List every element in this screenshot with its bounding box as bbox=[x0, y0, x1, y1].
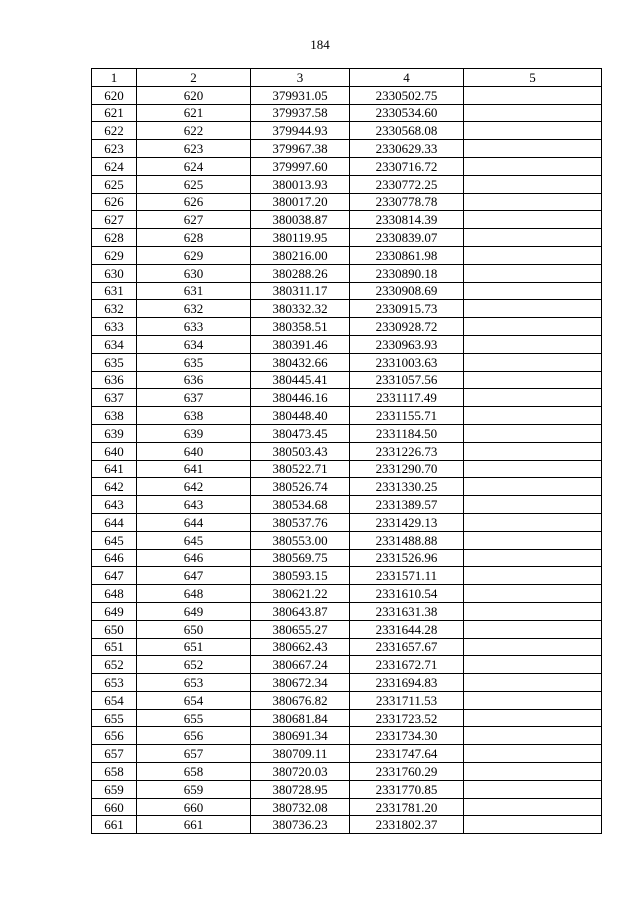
table-cell-col-2: 635 bbox=[137, 353, 251, 371]
table-cell-col-3: 380446.16 bbox=[251, 389, 350, 407]
table-cell-col-5 bbox=[464, 282, 602, 300]
table-cell-col-3: 380593.15 bbox=[251, 567, 350, 585]
table-cell-col-1: 636 bbox=[92, 371, 137, 389]
column-header-2: 2 bbox=[137, 69, 251, 87]
table-cell-col-5 bbox=[464, 496, 602, 514]
table-cell-col-1: 656 bbox=[92, 727, 137, 745]
table-cell-col-4: 2331003.63 bbox=[350, 353, 464, 371]
table-cell-col-5 bbox=[464, 424, 602, 442]
table-cell-col-3: 380553.00 bbox=[251, 531, 350, 549]
table-cell-col-2: 648 bbox=[137, 585, 251, 603]
table-cell-col-1: 623 bbox=[92, 140, 137, 158]
table-cell-col-3: 380662.43 bbox=[251, 638, 350, 656]
table-cell-col-5 bbox=[464, 691, 602, 709]
table-cell-col-4: 2331802.37 bbox=[350, 816, 464, 834]
table-cell-col-1: 643 bbox=[92, 496, 137, 514]
table-cell-col-4: 2331610.54 bbox=[350, 585, 464, 603]
table-row bbox=[92, 656, 602, 674]
table-cell-col-3: 380332.32 bbox=[251, 300, 350, 318]
table-cell-col-1: 657 bbox=[92, 745, 137, 763]
table-cell-col-2: 632 bbox=[137, 300, 251, 318]
table-cell-col-3: 380736.23 bbox=[251, 816, 350, 834]
table-cell-col-5 bbox=[464, 300, 602, 318]
table-cell-col-1: 640 bbox=[92, 442, 137, 460]
table-cell-col-5 bbox=[464, 389, 602, 407]
table-cell-col-2: 637 bbox=[137, 389, 251, 407]
table-cell-col-2: 624 bbox=[137, 157, 251, 175]
table-cell-col-1: 646 bbox=[92, 549, 137, 567]
table-cell-col-3: 380013.93 bbox=[251, 175, 350, 193]
table-row bbox=[92, 691, 602, 709]
table-cell-col-1: 625 bbox=[92, 175, 137, 193]
table-cell-col-4: 2331672.71 bbox=[350, 656, 464, 674]
table-cell-col-3: 379967.38 bbox=[251, 140, 350, 158]
table-row bbox=[92, 300, 602, 318]
table-cell-col-3: 380391.46 bbox=[251, 335, 350, 353]
table-cell-col-1: 649 bbox=[92, 602, 137, 620]
table-row bbox=[92, 567, 602, 585]
table-cell-col-2: 625 bbox=[137, 175, 251, 193]
table-cell-col-5 bbox=[464, 104, 602, 122]
table-cell-col-1: 660 bbox=[92, 798, 137, 816]
column-header-3: 3 bbox=[251, 69, 350, 87]
table-cell-col-5 bbox=[464, 442, 602, 460]
table-row bbox=[92, 780, 602, 798]
table-cell-col-1: 633 bbox=[92, 318, 137, 336]
table-cell-col-5 bbox=[464, 353, 602, 371]
table-cell-col-2: 638 bbox=[137, 407, 251, 425]
table-cell-col-2: 654 bbox=[137, 691, 251, 709]
table-cell-col-4: 2331330.25 bbox=[350, 478, 464, 496]
table-cell-col-1: 637 bbox=[92, 389, 137, 407]
table-cell-col-1: 631 bbox=[92, 282, 137, 300]
table-cell-col-2: 634 bbox=[137, 335, 251, 353]
table-cell-col-2: 629 bbox=[137, 246, 251, 264]
table-cell-col-2: 622 bbox=[137, 122, 251, 140]
table-cell-col-2: 644 bbox=[137, 513, 251, 531]
table-cell-col-2: 656 bbox=[137, 727, 251, 745]
table-row bbox=[92, 371, 602, 389]
table-cell-col-4: 2331770.85 bbox=[350, 780, 464, 798]
table-cell-col-3: 380676.82 bbox=[251, 691, 350, 709]
table-cell-col-1: 632 bbox=[92, 300, 137, 318]
table-cell-col-1: 645 bbox=[92, 531, 137, 549]
table-cell-col-1: 627 bbox=[92, 211, 137, 229]
table-cell-col-3: 380448.40 bbox=[251, 407, 350, 425]
table-cell-col-4: 2330861.98 bbox=[350, 246, 464, 264]
table-cell-col-2: 639 bbox=[137, 424, 251, 442]
header-row bbox=[92, 69, 602, 87]
table-row bbox=[92, 513, 602, 531]
table-row bbox=[92, 193, 602, 211]
table-cell-col-4: 2331389.57 bbox=[350, 496, 464, 514]
table-cell-col-1: 654 bbox=[92, 691, 137, 709]
table-cell-col-1: 644 bbox=[92, 513, 137, 531]
table-cell-col-4: 2330629.33 bbox=[350, 140, 464, 158]
table-cell-col-4: 2330772.25 bbox=[350, 175, 464, 193]
table-cell-col-2: 645 bbox=[137, 531, 251, 549]
table-cell-col-1: 639 bbox=[92, 424, 137, 442]
table-cell-col-4: 2330568.08 bbox=[350, 122, 464, 140]
table-cell-col-5 bbox=[464, 140, 602, 158]
table-row bbox=[92, 246, 602, 264]
table-cell-col-4: 2331631.38 bbox=[350, 602, 464, 620]
table-cell-col-5 bbox=[464, 478, 602, 496]
table-row bbox=[92, 353, 602, 371]
table-row bbox=[92, 478, 602, 496]
table-cell-col-3: 379931.05 bbox=[251, 86, 350, 104]
table-cell-col-4: 2330839.07 bbox=[350, 229, 464, 247]
table-cell-col-4: 2330716.72 bbox=[350, 157, 464, 175]
table-cell-col-4: 2331117.49 bbox=[350, 389, 464, 407]
table-cell-col-1: 642 bbox=[92, 478, 137, 496]
table-cell-col-2: 627 bbox=[137, 211, 251, 229]
table-cell-col-4: 2331781.20 bbox=[350, 798, 464, 816]
table-row bbox=[92, 335, 602, 353]
table-cell-col-4: 2331429.13 bbox=[350, 513, 464, 531]
table-cell-col-4: 2331290.70 bbox=[350, 460, 464, 478]
table-cell-col-4: 2330814.39 bbox=[350, 211, 464, 229]
table-cell-col-3: 380038.87 bbox=[251, 211, 350, 229]
table-row bbox=[92, 86, 602, 104]
table-row bbox=[92, 549, 602, 567]
table-cell-col-2: 653 bbox=[137, 674, 251, 692]
table-cell-col-4: 2331226.73 bbox=[350, 442, 464, 460]
table-row bbox=[92, 175, 602, 193]
table-row bbox=[92, 211, 602, 229]
table-cell-col-5 bbox=[464, 816, 602, 834]
table-cell-col-1: 635 bbox=[92, 353, 137, 371]
table-cell-col-3: 380643.87 bbox=[251, 602, 350, 620]
table-cell-col-4: 2331644.28 bbox=[350, 620, 464, 638]
table-cell-col-2: 643 bbox=[137, 496, 251, 514]
table-cell-col-2: 623 bbox=[137, 140, 251, 158]
table-cell-col-5 bbox=[464, 585, 602, 603]
table-cell-col-3: 379937.58 bbox=[251, 104, 350, 122]
table-cell-col-4: 2330963.93 bbox=[350, 335, 464, 353]
table-cell-col-4: 2330915.73 bbox=[350, 300, 464, 318]
table-cell-col-1: 650 bbox=[92, 620, 137, 638]
table-cell-col-3: 380311.17 bbox=[251, 282, 350, 300]
table-row bbox=[92, 763, 602, 781]
table-cell-col-2: 621 bbox=[137, 104, 251, 122]
table-cell-col-2: 649 bbox=[137, 602, 251, 620]
table-cell-col-4: 2331057.56 bbox=[350, 371, 464, 389]
table-cell-col-3: 380672.34 bbox=[251, 674, 350, 692]
table-cell-col-3: 380358.51 bbox=[251, 318, 350, 336]
table-row bbox=[92, 709, 602, 727]
table-cell-col-5 bbox=[464, 709, 602, 727]
table-cell-col-1: 641 bbox=[92, 460, 137, 478]
table-cell-col-4: 2330502.75 bbox=[350, 86, 464, 104]
coordinates-table bbox=[91, 68, 602, 834]
table-cell-col-1: 628 bbox=[92, 229, 137, 247]
table-cell-col-5 bbox=[464, 335, 602, 353]
table-cell-col-1: 620 bbox=[92, 86, 137, 104]
table-cell-col-5 bbox=[464, 798, 602, 816]
table-cell-col-4: 2330890.18 bbox=[350, 264, 464, 282]
table-cell-col-5 bbox=[464, 318, 602, 336]
table-cell-col-1: 647 bbox=[92, 567, 137, 585]
table-cell-col-1: 661 bbox=[92, 816, 137, 834]
table-row bbox=[92, 745, 602, 763]
table-cell-col-1: 624 bbox=[92, 157, 137, 175]
table-cell-col-5 bbox=[464, 656, 602, 674]
table-cell-col-1: 653 bbox=[92, 674, 137, 692]
table-row bbox=[92, 798, 602, 816]
table-cell-col-4: 2331723.52 bbox=[350, 709, 464, 727]
table-cell-col-4: 2331747.64 bbox=[350, 745, 464, 763]
table-cell-col-4: 2331760.29 bbox=[350, 763, 464, 781]
table-cell-col-4: 2331734.30 bbox=[350, 727, 464, 745]
table-cell-col-2: 640 bbox=[137, 442, 251, 460]
table-cell-col-1: 622 bbox=[92, 122, 137, 140]
table-cell-col-5 bbox=[464, 531, 602, 549]
table-cell-col-5 bbox=[464, 407, 602, 425]
table-cell-col-3: 380432.66 bbox=[251, 353, 350, 371]
table-cell-col-4: 2331571.11 bbox=[350, 567, 464, 585]
table-cell-col-3: 380526.74 bbox=[251, 478, 350, 496]
table-cell-col-2: 650 bbox=[137, 620, 251, 638]
table-row bbox=[92, 318, 602, 336]
table-cell-col-5 bbox=[464, 620, 602, 638]
table-row bbox=[92, 104, 602, 122]
table-cell-col-5 bbox=[464, 727, 602, 745]
table-body bbox=[92, 86, 602, 833]
table-cell-col-3: 380667.24 bbox=[251, 656, 350, 674]
table-row bbox=[92, 157, 602, 175]
table-row bbox=[92, 389, 602, 407]
table-cell-col-1: 629 bbox=[92, 246, 137, 264]
table-cell-col-5 bbox=[464, 460, 602, 478]
table-cell-col-3: 379997.60 bbox=[251, 157, 350, 175]
table-cell-col-5 bbox=[464, 567, 602, 585]
table-cell-col-1: 648 bbox=[92, 585, 137, 603]
table-cell-col-3: 380709.11 bbox=[251, 745, 350, 763]
table-cell-col-5 bbox=[464, 549, 602, 567]
table-cell-col-1: 655 bbox=[92, 709, 137, 727]
table-cell-col-2: 641 bbox=[137, 460, 251, 478]
table-cell-col-3: 380569.75 bbox=[251, 549, 350, 567]
table-cell-col-1: 651 bbox=[92, 638, 137, 656]
table-cell-col-4: 2331657.67 bbox=[350, 638, 464, 656]
table-cell-col-2: 626 bbox=[137, 193, 251, 211]
table-cell-col-2: 652 bbox=[137, 656, 251, 674]
table-cell-col-2: 631 bbox=[137, 282, 251, 300]
table-cell-col-3: 380288.26 bbox=[251, 264, 350, 282]
table-cell-col-3: 380017.20 bbox=[251, 193, 350, 211]
table-row bbox=[92, 496, 602, 514]
table-cell-col-3: 380732.08 bbox=[251, 798, 350, 816]
column-header-4: 4 bbox=[350, 69, 464, 87]
table-cell-col-3: 380681.84 bbox=[251, 709, 350, 727]
table-cell-col-2: 660 bbox=[137, 798, 251, 816]
table-cell-col-2: 630 bbox=[137, 264, 251, 282]
table-cell-col-4: 2331488.88 bbox=[350, 531, 464, 549]
table-cell-col-5 bbox=[464, 780, 602, 798]
table-row bbox=[92, 531, 602, 549]
table-cell-col-4: 2331694.83 bbox=[350, 674, 464, 692]
table-cell-col-4: 2330908.69 bbox=[350, 282, 464, 300]
table-cell-col-5 bbox=[464, 211, 602, 229]
table-header bbox=[92, 69, 602, 87]
table-cell-col-3: 380655.27 bbox=[251, 620, 350, 638]
table-cell-col-2: 636 bbox=[137, 371, 251, 389]
table-cell-col-2: 651 bbox=[137, 638, 251, 656]
table-cell-col-2: 628 bbox=[137, 229, 251, 247]
table-cell-col-4: 2330778.78 bbox=[350, 193, 464, 211]
table-cell-col-5 bbox=[464, 638, 602, 656]
table-cell-col-2: 661 bbox=[137, 816, 251, 834]
column-header-1: 1 bbox=[92, 69, 137, 87]
table-cell-col-1: 658 bbox=[92, 763, 137, 781]
table-cell-col-3: 380534.68 bbox=[251, 496, 350, 514]
page-number: 184 bbox=[310, 37, 330, 52]
table-cell-col-4: 2330534.60 bbox=[350, 104, 464, 122]
table-cell-col-1: 638 bbox=[92, 407, 137, 425]
table-cell-col-3: 380503.43 bbox=[251, 442, 350, 460]
table-cell-col-4: 2330928.72 bbox=[350, 318, 464, 336]
table-row bbox=[92, 424, 602, 442]
table-cell-col-4: 2331526.96 bbox=[350, 549, 464, 567]
column-header-5: 5 bbox=[464, 69, 602, 87]
table-cell-col-2: 658 bbox=[137, 763, 251, 781]
table-cell-col-4: 2331184.50 bbox=[350, 424, 464, 442]
table-row bbox=[92, 638, 602, 656]
table-row bbox=[92, 727, 602, 745]
table-cell-col-2: 633 bbox=[137, 318, 251, 336]
table-row bbox=[92, 460, 602, 478]
table-cell-col-4: 2331711.53 bbox=[350, 691, 464, 709]
table-cell-col-5 bbox=[464, 175, 602, 193]
table-cell-col-5 bbox=[464, 602, 602, 620]
table-row bbox=[92, 602, 602, 620]
table-cell-col-3: 380720.03 bbox=[251, 763, 350, 781]
table-cell-col-1: 626 bbox=[92, 193, 137, 211]
table-row bbox=[92, 264, 602, 282]
table-cell-col-5 bbox=[464, 246, 602, 264]
table-cell-col-1: 652 bbox=[92, 656, 137, 674]
table-cell-col-1: 659 bbox=[92, 780, 137, 798]
table-cell-col-5 bbox=[464, 157, 602, 175]
table-cell-col-3: 380537.76 bbox=[251, 513, 350, 531]
table-row bbox=[92, 674, 602, 692]
table-row bbox=[92, 407, 602, 425]
table-row bbox=[92, 229, 602, 247]
table-cell-col-3: 380621.22 bbox=[251, 585, 350, 603]
table-cell-col-1: 634 bbox=[92, 335, 137, 353]
table-row bbox=[92, 442, 602, 460]
table-row bbox=[92, 282, 602, 300]
table-cell-col-3: 380473.45 bbox=[251, 424, 350, 442]
table-cell-col-5 bbox=[464, 745, 602, 763]
table-cell-col-5 bbox=[464, 264, 602, 282]
table-cell-col-3: 380445.41 bbox=[251, 371, 350, 389]
table-cell-col-1: 630 bbox=[92, 264, 137, 282]
table-cell-col-5 bbox=[464, 86, 602, 104]
table-cell-col-2: 657 bbox=[137, 745, 251, 763]
table-cell-col-1: 621 bbox=[92, 104, 137, 122]
table-cell-col-3: 380522.71 bbox=[251, 460, 350, 478]
table-cell-col-3: 379944.93 bbox=[251, 122, 350, 140]
table-cell-col-4: 2331155.71 bbox=[350, 407, 464, 425]
table-cell-col-5 bbox=[464, 763, 602, 781]
table-cell-col-2: 646 bbox=[137, 549, 251, 567]
table-row bbox=[92, 140, 602, 158]
table-row bbox=[92, 816, 602, 834]
table-cell-col-3: 380691.34 bbox=[251, 727, 350, 745]
table-cell-col-5 bbox=[464, 229, 602, 247]
table-cell-col-5 bbox=[464, 674, 602, 692]
table-cell-col-2: 647 bbox=[137, 567, 251, 585]
table-row bbox=[92, 585, 602, 603]
table-cell-col-5 bbox=[464, 513, 602, 531]
table-cell-col-3: 380216.00 bbox=[251, 246, 350, 264]
table-row bbox=[92, 122, 602, 140]
table-cell-col-5 bbox=[464, 371, 602, 389]
table-cell-col-5 bbox=[464, 193, 602, 211]
table-cell-col-3: 380728.95 bbox=[251, 780, 350, 798]
table-cell-col-2: 620 bbox=[137, 86, 251, 104]
table-cell-col-2: 642 bbox=[137, 478, 251, 496]
table-cell-col-2: 655 bbox=[137, 709, 251, 727]
table-cell-col-5 bbox=[464, 122, 602, 140]
table-cell-col-3: 380119.95 bbox=[251, 229, 350, 247]
table-row bbox=[92, 620, 602, 638]
table-cell-col-2: 659 bbox=[137, 780, 251, 798]
